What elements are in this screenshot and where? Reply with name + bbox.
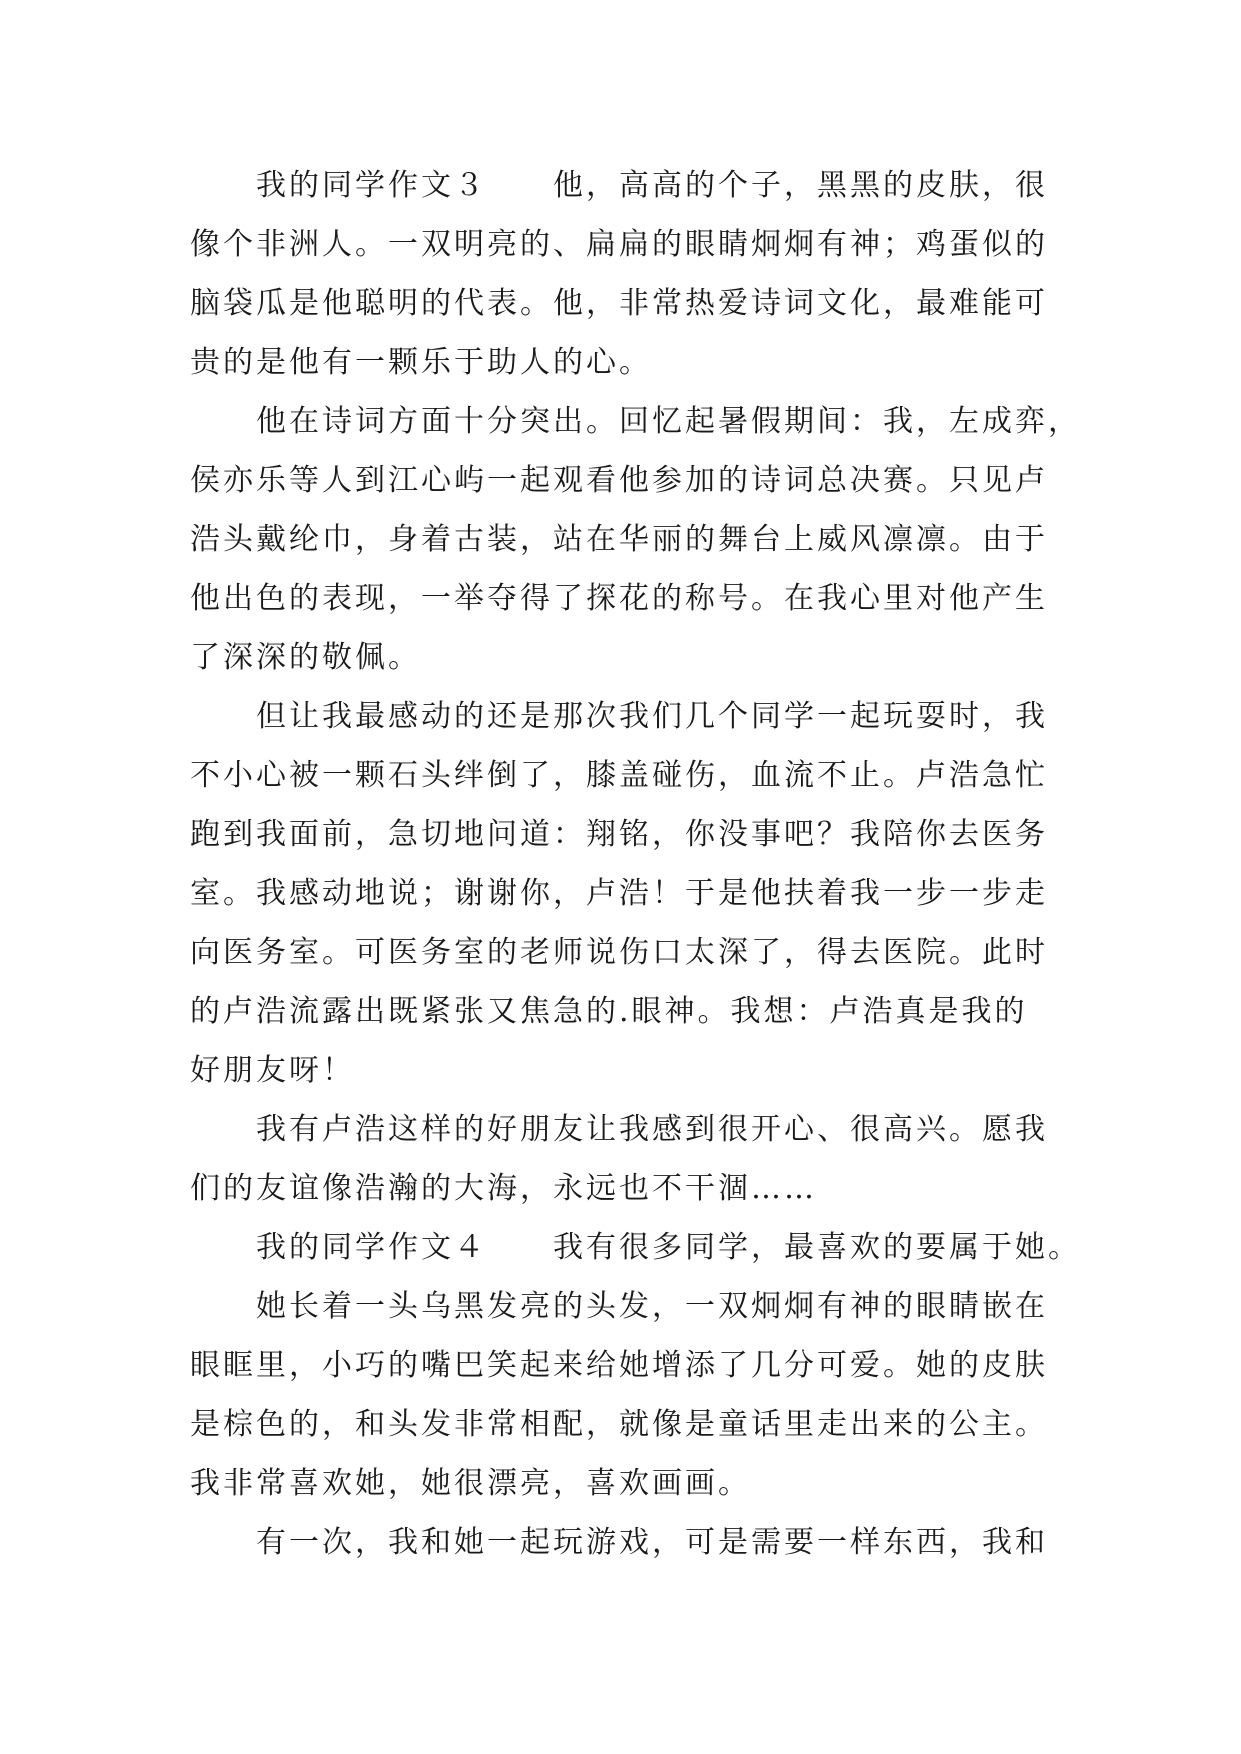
text-line: 眼眶里，小巧的嘴巴笑起来给她增添了几分可爱。她的皮肤	[190, 1348, 1048, 1383]
text-line: 我的同学作文３ 他，高高的个子，黑黑的皮肤，很	[256, 168, 1048, 203]
text-line: 他在诗词方面十分突出。回忆起暑假期间：我，左成弈，	[256, 404, 1081, 439]
text-line: 们的友谊像浩瀚的大海，永远也不干涸……	[190, 1171, 817, 1206]
text-line: 跑到我面前，急切地问道：翔铭，你没事吧？我陪你去医务	[190, 817, 1048, 852]
text-line: 脑袋瓜是他聪明的代表。他，非常热爱诗词文化，最难能可	[190, 286, 1048, 321]
text-line: 我非常喜欢她，她很漂亮，喜欢画画。	[190, 1466, 751, 1501]
text-line: 向医务室。可医务室的老师说伤口太深了，得去医院。此时	[190, 935, 1048, 970]
text-line: 是棕色的，和头发非常相配，就像是童话里走出来的公主。	[190, 1407, 1048, 1442]
text-line: 的卢浩流露出既紧张又焦急的.眼神。我想：卢浩真是我的	[190, 994, 1028, 1029]
paragraph	[190, 1100, 1060, 1218]
paragraph	[190, 1218, 1081, 1277]
paragraph	[190, 1513, 1060, 1572]
text-line: 但让我最感动的还是那次我们几个同学一起玩耍时，我	[256, 699, 1048, 734]
text-line: 有一次，我和她一起玩游戏，可是需要一样东西，我和	[256, 1525, 1048, 1560]
text-line: 我有卢浩这样的好朋友让我感到很开心、很高兴。愿我	[256, 1112, 1048, 1147]
essay-body	[190, 156, 1081, 1572]
text-line: 不小心被一颗石头绊倒了，膝盖碰伤，血流不止。卢浩急忙	[190, 758, 1048, 793]
text-line: 像个非洲人。一双明亮的、扁扁的眼睛炯炯有神；鸡蛋似的	[190, 227, 1048, 262]
paragraph	[190, 1277, 1060, 1513]
text-line: 好朋友呀！	[190, 1053, 355, 1088]
paragraph	[190, 392, 1081, 687]
text-line: 浩头戴纶巾，身着古装，站在华丽的舞台上威风凛凛。由于	[190, 522, 1048, 557]
text-line: 我的同学作文４ 我有很多同学，最喜欢的要属于她。	[256, 1230, 1081, 1265]
paragraph	[190, 687, 1060, 1100]
paragraph	[190, 156, 1060, 392]
text-line: 贵的是他有一颗乐于助人的心。	[190, 345, 652, 380]
text-line: 了深深的敬佩。	[190, 640, 421, 675]
text-line: 室。我感动地说；谢谢你，卢浩！于是他扶着我一步一步走	[190, 876, 1048, 911]
text-line: 他出色的表现，一举夺得了探花的称号。在我心里对他产生	[190, 581, 1048, 616]
text-line: 侯亦乐等人到江心屿一起观看他参加的诗词总决赛。只见卢	[190, 463, 1048, 498]
text-line: 她长着一头乌黑发亮的头发，一双炯炯有神的眼睛嵌在	[256, 1289, 1048, 1324]
